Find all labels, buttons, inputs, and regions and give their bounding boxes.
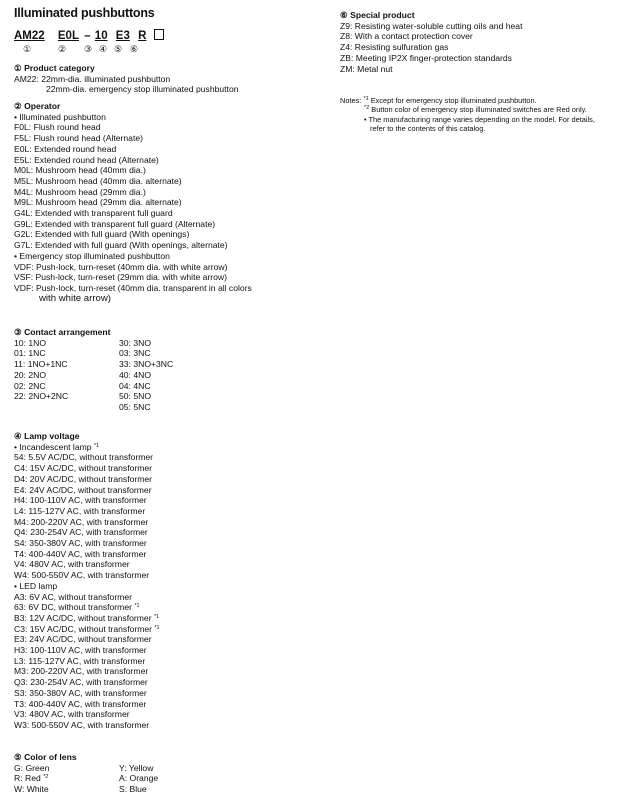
list-item: W4: 500-550V AC, with transformer — [14, 570, 150, 581]
special-list — [340, 21, 522, 75]
list-item: S4: 350-380V AC, with transformer — [14, 538, 147, 549]
list-item-text: E3: 24V AC/DC, without transformer — [14, 634, 152, 645]
table-row — [14, 763, 158, 774]
list-item-text: S3: 350-380V AC, with transformer — [14, 687, 147, 698]
footnote-mark: *2 — [364, 105, 370, 112]
list-item: D4: 20V AC/DC, without transformer — [14, 473, 153, 484]
section-special — [340, 10, 522, 74]
list-item — [14, 602, 160, 613]
section-heading: ③ Contact arrangement — [14, 327, 111, 337]
table-row — [14, 359, 173, 370]
list-item: H4: 100-110V AC, with transformer — [14, 495, 147, 506]
notes — [340, 96, 595, 133]
code-segment: E3 — [115, 30, 130, 42]
footnote-mark: *1 — [153, 613, 160, 620]
code-segment: 10 — [94, 30, 108, 42]
operator-list — [14, 112, 252, 294]
footnote-mark: *2 — [43, 774, 49, 781]
note-line — [340, 96, 595, 105]
list-item — [14, 613, 160, 624]
table-cell: 50: 5NO — [119, 391, 152, 402]
table-row — [14, 784, 158, 795]
table-row — [14, 370, 173, 381]
section-heading: ④ Lamp voltage — [14, 431, 80, 441]
section-heading: ⑥ Special product — [340, 10, 415, 20]
lens-color: A: Orange — [119, 773, 159, 784]
lens-color: Y: Yellow — [119, 762, 154, 773]
note-text: refer to the contents of this catalog. — [370, 123, 486, 133]
table-cell: 30: 3NO — [119, 337, 152, 348]
footnote-mark: *1 — [363, 96, 369, 102]
list-item: M0L: Mushroom head (40mm dia.) — [14, 165, 146, 176]
section-contact — [14, 327, 173, 413]
table-row — [14, 381, 173, 392]
list-item-text: L3: 115-127V AC, with transformer — [14, 655, 146, 666]
list-item-text: A3: 6V AC, without transformer — [14, 591, 132, 602]
list-item: M4L: Mushroom head (29mm dia.) — [14, 186, 146, 197]
table-row — [14, 773, 158, 784]
list-item: C4: 15V AC/DC, without transformer — [14, 463, 153, 474]
section-lens — [14, 752, 158, 795]
table-row — [14, 338, 173, 349]
section-operator — [14, 101, 252, 304]
section-product-category — [14, 63, 239, 95]
lens-color: G: Green — [14, 762, 50, 773]
list-item — [14, 688, 160, 699]
list-item: E4: 24V AC/DC, without transformer — [14, 484, 152, 495]
note-text: The manufacturing range varies depending on the model. For details, — [368, 114, 595, 124]
list-item — [14, 720, 160, 731]
code-number: ③ — [84, 44, 93, 54]
list-item — [14, 677, 160, 688]
list-item: V4: 480V AC, with transformer — [14, 559, 130, 570]
note-line — [340, 124, 595, 133]
table-row — [14, 348, 173, 359]
section-heading: ② Operator — [14, 101, 61, 111]
list-item: T4: 400-440V AC, with transformer — [14, 548, 147, 559]
list-item: L4: 115-127V AC, with transformer — [14, 505, 146, 516]
table-cell: 11: 1NO+1NC — [14, 359, 68, 370]
led-list — [14, 592, 160, 731]
list-item: 22mm-dia. emergency stop illuminated pushbutton — [46, 84, 239, 95]
list-item: AM22: 22mm-dia. illuminated pushbutton — [14, 73, 171, 84]
section-lamp — [14, 431, 160, 731]
list-item: E0L: Extended round head — [14, 143, 117, 154]
list-item: • Illuminated pushbutton — [14, 111, 106, 122]
list-item — [14, 666, 160, 677]
lens-color: W: White — [14, 784, 49, 795]
table-cell: 02: 2NC — [14, 380, 46, 391]
table-cell: 20: 2NO — [14, 369, 47, 380]
list-item — [14, 656, 160, 667]
list-item: G7L: Extended with full guard (With openings, alternate) — [14, 240, 228, 251]
table-cell: 33: 3NO+3NC — [119, 359, 174, 370]
section-heading: ① Product category — [14, 63, 95, 73]
list-item: with white arrow) — [39, 292, 111, 304]
list-item: ZB: Meeting IP2X finger-protection standards — [340, 52, 512, 63]
note-text: Button color of emergency stop illuminated switches are Red only. — [371, 105, 587, 115]
model-code — [14, 29, 164, 42]
list-item — [14, 624, 160, 635]
list-item-text: 63: 6V DC, without transformer — [14, 602, 132, 613]
list-item: F0L: Flush round head — [14, 122, 101, 133]
list-item — [14, 592, 160, 603]
blank-box — [154, 29, 164, 40]
code-number: ⑥ — [130, 44, 139, 54]
footnote-mark: *1 — [154, 624, 160, 631]
list-item: Q4: 230-254V AC, with transformer — [14, 527, 148, 538]
incandescent-list — [14, 452, 160, 580]
table-cell: 01: 1NC — [14, 348, 46, 359]
list-item-text: Q3: 230-254V AC, with transformer — [14, 677, 148, 688]
list-item-text: M3: 200-220V AC, with transformer — [14, 666, 149, 677]
table-cell: 05: 5NC — [119, 401, 151, 412]
lens-color: R: Red — [14, 773, 41, 784]
code-dash: – — [84, 30, 91, 42]
table-cell: 22: 2NO+2NC — [14, 391, 69, 402]
table-row — [14, 391, 173, 402]
table-cell — [14, 773, 119, 784]
list-item-text: V3: 480V AC, with transformer — [14, 709, 130, 720]
table-cell — [14, 784, 119, 795]
list-item: Z8: With a contact protection cover — [340, 31, 473, 42]
incandescent-label: • Incandescent lamp — [14, 441, 92, 452]
lamp-group-label: • LED lamp — [14, 580, 58, 591]
table-row — [14, 402, 173, 413]
notes-list — [340, 96, 595, 133]
footnote-mark: *1 — [93, 442, 100, 449]
list-item-text: C3: 15V AC/DC, without transformer — [14, 623, 153, 634]
code-number: ① — [23, 44, 32, 54]
code-number: ⑤ — [114, 44, 123, 54]
table-cell: 10: 1NO — [14, 337, 47, 348]
list-item: • Emergency stop illuminated pushbutton — [14, 250, 170, 261]
code-segment: R — [138, 30, 147, 42]
note-line — [340, 115, 595, 124]
table-cell: 04: 4NC — [119, 380, 151, 391]
list-item: Z9: Resisting water-soluble cutting oils and heat — [340, 20, 523, 31]
list-item-text: T3: 400-440V AC, with transformer — [14, 698, 147, 709]
list-item: 54: 5.5V AC/DC, without transformer — [14, 452, 153, 463]
list-item: M4: 200-220V AC, with transformer — [14, 516, 149, 527]
list-item — [14, 699, 160, 710]
list-item — [14, 645, 160, 656]
table-cell: 40: 4NO — [119, 369, 152, 380]
footnote-mark: *1 — [134, 603, 140, 610]
list-item-text: H3: 100-110V AC, with transformer — [14, 645, 147, 656]
list-item: F5L: Flush round head (Alternate) — [14, 133, 143, 144]
list-item: M5L: Mushroom head (40mm dia. alternate) — [14, 175, 182, 186]
list-item: ZM: Metal nut — [340, 63, 393, 74]
lamp-group-label — [14, 442, 160, 453]
table-cell: 03: 3NC — [119, 348, 151, 359]
table-cell — [14, 763, 119, 774]
lens-table — [14, 763, 158, 795]
list-item-text: B3: 12V AC/DC, without transformer — [14, 612, 152, 623]
list-item — [14, 634, 160, 645]
code-segment: E0L — [57, 30, 79, 42]
section-heading: ⑤ Color of lens — [14, 752, 77, 762]
list-item-text: W3: 500-550V AC, with transformer — [14, 719, 150, 730]
list-item: M9L: Mushroom head (29mm dia. alternate) — [14, 197, 182, 208]
note-text: Except for emergency stop illuminated pushbutton. — [370, 96, 537, 105]
list-item: Z4: Resisting sulfuration gas — [340, 42, 449, 53]
code-number: ④ — [99, 44, 108, 54]
page-title: Illuminated pushbuttons — [14, 6, 155, 20]
note-line — [340, 105, 595, 114]
contact-table — [14, 338, 173, 413]
list-item: VDF: Push-lock, turn-reset (40mm dia. transparent in all colors — [14, 282, 252, 293]
list-item: G9L: Extended with transparent full guard (Alternate) — [14, 218, 216, 229]
list-item: VDF: Push-lock, turn-reset (40mm dia. with white arrow) — [14, 261, 228, 272]
list-item: VSF: Push-lock, turn-reset (29mm dia. with white arrow) — [14, 272, 227, 283]
code-number: ② — [58, 44, 67, 54]
bullet: • — [364, 114, 367, 124]
list-item: G2L: Extended with full guard (With openings) — [14, 229, 190, 240]
list-item: G4L: Extended with transparent full guard — [14, 208, 173, 219]
list-item — [14, 709, 160, 720]
code-segment: AM22 — [14, 30, 45, 42]
lens-color: S: Blue — [119, 784, 147, 795]
notes-label: Notes: — [340, 96, 362, 105]
list-item: E5L: Extended round head (Alternate) — [14, 154, 159, 165]
